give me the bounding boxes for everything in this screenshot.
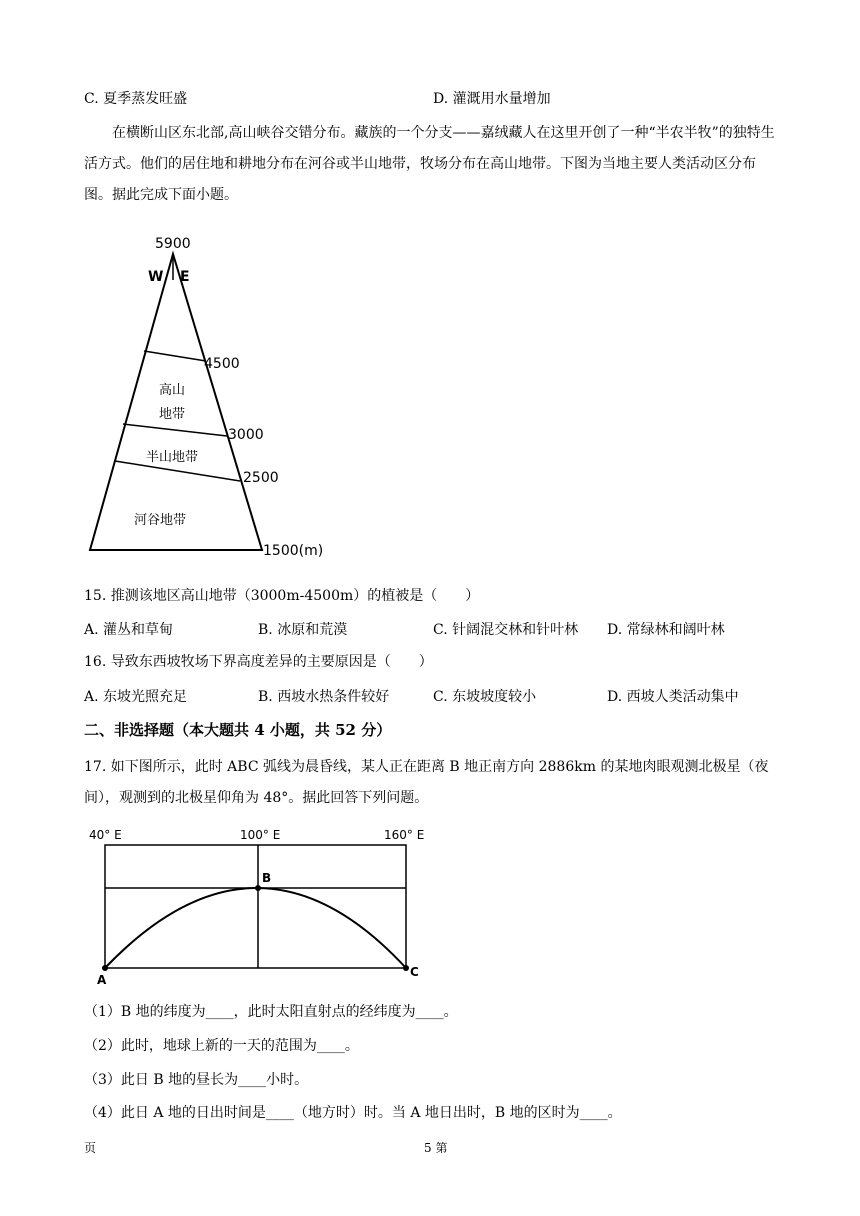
intro-paragraph: 在横断山区东北部,高山峡谷交错分布。藏族的一个分支——嘉绒藏人在这里开创了一种“半农半牧”的独特生活方式。他们的居住地和耕地分布在河谷或半山地带，牧场分布在高山地带。下图为当地主要人类活动区分布图。据此完成下面小题。 [84,125,775,203]
point-a-label: A [97,973,107,987]
footer-page-number: 5 第 [424,1141,448,1155]
q17-sub-2: （2）此时，地球上新的一天的范围为____。 [84,1038,359,1054]
base-elevation-label: 1500(m) [263,543,324,559]
longitude-40e-label: 40° E [89,828,122,842]
peak-elevation-label: 5900 [155,236,191,252]
longitude-160e-label: 160° E [384,828,425,842]
q15-option-c: C. 针阔混交林和针叶林 [433,622,579,638]
zone-high-label-2: 地带 [159,407,186,422]
west-label: W [148,269,164,285]
q16-option-c: C. 东坡坡度较小 [433,689,537,705]
mountain-zone-diagram [80,228,340,563]
zone-valley-label: 河谷地带 [134,513,187,528]
q17-paragraph: 17. 如下图所示，此时 ABC 弧线为晨昏线，某人正在距离 B 地正南方向 2886km 的某地肉眼观测北极星（夜间），观测到的北极星仰角为 48°。据此回答下列问题。 [84,759,769,806]
q17-sub-4: （4）此日 A 地的日出时间是____（地方时）时。当 A 地日出时，B 地的区时为____。 [84,1105,622,1121]
q15-option-a: A. 灌丛和草甸 [84,622,174,638]
q14-option-d: D. 灌溉用水量增加 [433,91,551,107]
q14-option-c: C. 夏季蒸发旺盛 [84,91,188,107]
q17-sub-3: （3）此日 B 地的昼长为____小时。 [84,1072,309,1088]
q15-stem: 15. 推测该地区高山地带（3000m-4500m）的植被是（ ） [84,588,480,604]
q16-stem: 16. 导致东西坡牧场下界高度差异的主要原因是（ ） [84,654,433,670]
q15-option-d: D. 常绿林和阔叶林 [607,622,725,638]
east-label: E [180,269,190,285]
elevation-4500-label: 4500 [204,356,240,372]
q16-option-a: A. 东坡光照充足 [84,689,188,705]
section-heading: 二、非选择题（本大题共 4 小题，共 52 分） [84,721,392,739]
elevation-2500-label: 2500 [243,470,279,486]
q16-option-b: B. 西坡水热条件较好 [258,689,390,705]
zone-high-label-1: 高山 [159,383,186,398]
q16-option-d: D. 西坡人类活动集中 [607,689,739,705]
terminator-diagram [80,822,440,992]
zone-mid-label: 半山地带 [146,450,199,465]
q17-sub-1: （1）B 地的纬度为____，此时太阳直射点的经纬度为____。 [84,1004,458,1020]
point-b-label: B [262,871,272,885]
footer-left: 页 [84,1141,97,1155]
q15-option-b: B. 冰原和荒漠 [258,622,348,638]
point-c-label: C [410,965,419,979]
elevation-3000-label: 3000 [228,427,264,443]
longitude-100e-label: 100° E [240,828,281,842]
